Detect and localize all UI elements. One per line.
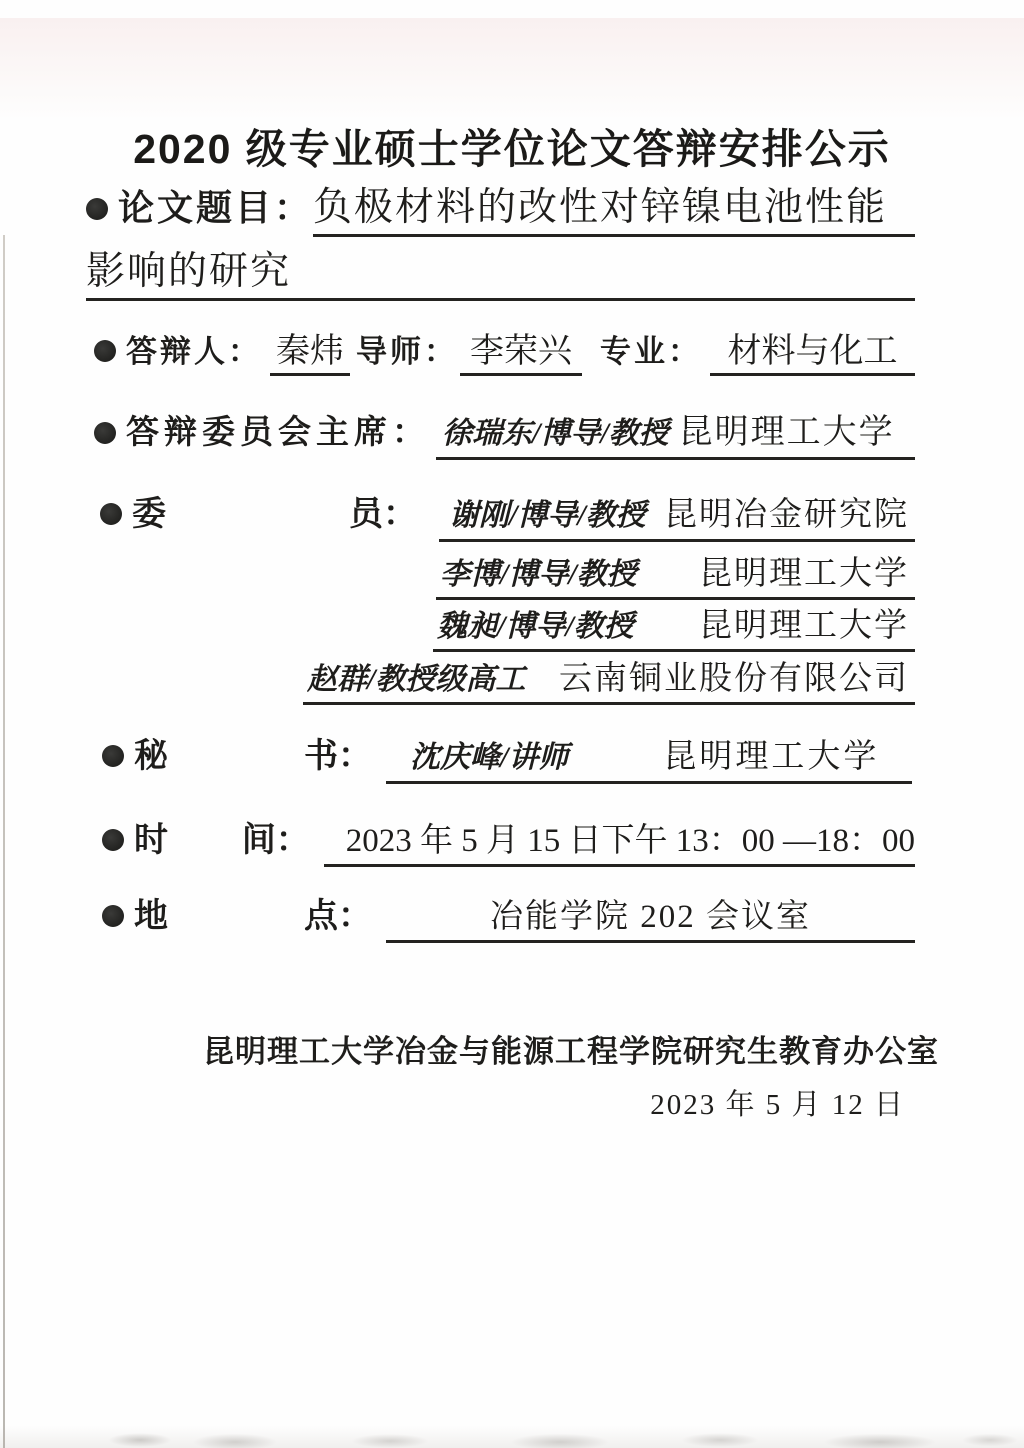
- secretary-label-char2: 书：: [304, 738, 372, 775]
- candidate-label: 答辩人：: [126, 334, 262, 369]
- member-row: [439, 492, 915, 542]
- scan-smudge-artifact: [0, 1420, 1024, 1448]
- location-label: [134, 888, 372, 937]
- bullet-icon: [86, 198, 108, 220]
- thesis-title-line1: 负极材料的改性对锌镍电池性能: [313, 182, 915, 237]
- member-name: 赵群/教授级高工: [307, 663, 526, 696]
- secretary-row: [102, 728, 912, 784]
- time-label-char2: 间：: [241, 822, 310, 859]
- scan-tint-artifact: [0, 18, 1024, 122]
- major-value: 材料与化工: [710, 331, 915, 376]
- member-row: [436, 552, 915, 600]
- time-value: 2023 年 5 月 15 日下午 13：00 —18：00: [324, 818, 915, 867]
- candidate-row: [94, 326, 915, 376]
- committee-members-row: [100, 486, 915, 542]
- secretary-label: [134, 728, 372, 777]
- advisor-name: 李荣兴: [460, 331, 582, 376]
- bullet-icon: [102, 905, 124, 927]
- time-label-char1: 时: [134, 822, 168, 859]
- committee-chair-value: [436, 410, 915, 460]
- advisor-label: 导师：: [356, 334, 458, 369]
- issuing-office: 昆明理工大学冶金与能源工程学院研究生教育办公室: [203, 1034, 939, 1069]
- committee-members-label: [132, 486, 417, 535]
- time-row: [102, 812, 915, 867]
- bullet-icon: [94, 340, 116, 362]
- member-name: 李博/博导/教授: [440, 558, 637, 591]
- member-affiliation: 昆明理工大学: [699, 608, 909, 644]
- location-value: 冶能学院 202 会议室: [386, 894, 915, 943]
- candidate-name: 秦炜: [270, 331, 350, 376]
- bullet-icon: [94, 422, 116, 444]
- member-affiliation: 昆明冶金研究院: [664, 497, 909, 533]
- secretary-affiliation: 昆明理工大学: [663, 739, 880, 775]
- member-name: 谢刚/博导/教授: [449, 499, 646, 532]
- committee-chair-label: 答辩委员会主席：: [126, 415, 430, 451]
- location-label-char2: 点：: [304, 898, 372, 935]
- member-row: [303, 657, 915, 705]
- secretary-name: 沈庆峰/讲师: [410, 741, 569, 774]
- time-label: [134, 812, 310, 861]
- members-label-char1: 委: [132, 496, 166, 533]
- major-label: 专业：: [600, 334, 702, 369]
- issue-date: 2023 年 5 月 12 日: [650, 1089, 905, 1121]
- committee-chair-name: 徐瑞东/博导/教授: [442, 417, 669, 450]
- location-row: [102, 888, 915, 943]
- bullet-icon: [102, 745, 124, 767]
- secretary-label-char1: 秘: [134, 738, 168, 775]
- members-label-char2: 员：: [349, 496, 417, 533]
- scan-edge-line-artifact: [3, 235, 5, 1448]
- member-name: 魏昶/博导/教授: [437, 610, 634, 643]
- thesis-title-label: 论文题目：: [118, 188, 314, 228]
- member-affiliation: 昆明理工大学: [699, 556, 909, 592]
- bullet-icon: [102, 829, 124, 851]
- location-label-char1: 地: [134, 898, 168, 935]
- thesis-title-line2: 影响的研究: [86, 250, 292, 293]
- page-title: 2020 级专业硕士学位论文答辩安排公示: [133, 126, 891, 172]
- secretary-value: [386, 734, 912, 784]
- bullet-icon: [100, 503, 122, 525]
- committee-chair-row: [94, 406, 915, 460]
- thesis-title-line2-row: [86, 246, 915, 301]
- member-row: [433, 604, 915, 652]
- member-affiliation: 云南铜业股份有限公司: [559, 661, 909, 697]
- committee-chair-affiliation: 昆明理工大学: [678, 414, 895, 451]
- thesis-title-row: [86, 180, 915, 237]
